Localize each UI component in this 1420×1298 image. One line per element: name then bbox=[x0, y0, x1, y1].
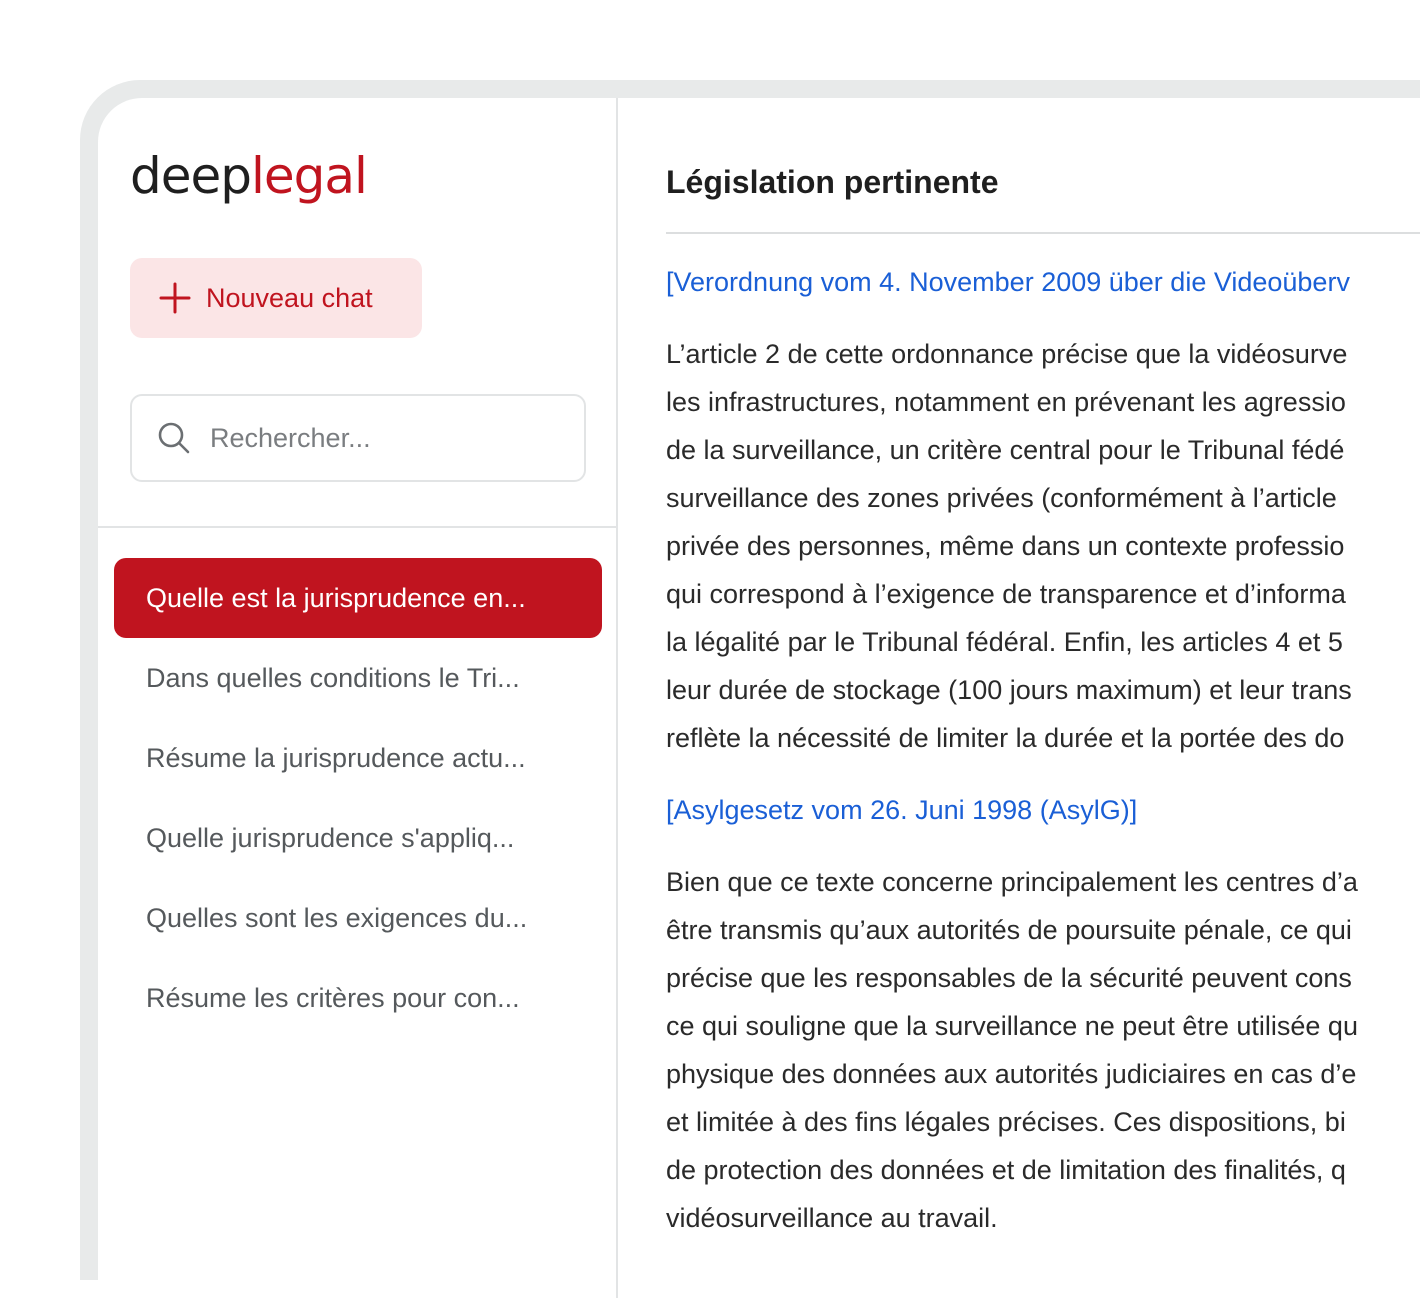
chat-item[interactable]: Dans quelles conditions le Tri... bbox=[146, 662, 520, 693]
paragraph-line: leur durée de stockage (100 jours maximum) et leur trans bbox=[666, 675, 1352, 705]
paragraph-line: précise que les responsables de la sécurité peuvent cons bbox=[666, 963, 1352, 993]
section-paragraph bbox=[666, 330, 1420, 762]
search-box[interactable] bbox=[130, 394, 586, 482]
paragraph-line: privée des personnes, même dans un contexte professio bbox=[666, 531, 1345, 561]
chat-history-list bbox=[114, 558, 602, 1038]
app-window bbox=[98, 98, 1420, 1298]
paragraph-line: qui correspond à l’exigence de transparence et d’informa bbox=[666, 579, 1346, 609]
search-icon bbox=[156, 420, 192, 456]
legislation-section bbox=[666, 786, 1420, 1242]
search-input[interactable] bbox=[208, 422, 572, 455]
chat-item[interactable]: Quelles sont les exigences du... bbox=[146, 902, 528, 933]
paragraph-line: vidéosurveillance au travail. bbox=[666, 1203, 998, 1233]
title-divider bbox=[666, 232, 1420, 234]
main-panel bbox=[618, 98, 1420, 1298]
plus-icon bbox=[158, 281, 192, 315]
logo-part-deep: deep bbox=[130, 147, 251, 205]
app-logo bbox=[130, 146, 367, 206]
sidebar bbox=[98, 98, 618, 1298]
page-title: Législation pertinente bbox=[666, 164, 999, 200]
sidebar-divider bbox=[98, 526, 618, 528]
law-link[interactable]: [Asylgesetz vom 26. Juni 1998 (AsylG)] bbox=[666, 795, 1138, 825]
chat-item-active[interactable]: Quelle est la jurisprudence en... bbox=[114, 558, 602, 638]
paragraph-line: de protection des données et de limitation des finalités, q bbox=[666, 1155, 1346, 1185]
paragraph-line: la légalité par le Tribunal fédéral. Enfin, les articles 4 et 5 bbox=[666, 627, 1343, 657]
paragraph-line: de la surveillance, un critère central pour le Tribunal fédé bbox=[666, 435, 1345, 465]
paragraph-line: les infrastructures, notamment en prévenant les agressio bbox=[666, 387, 1346, 417]
paragraph-line: L’article 2 de cette ordonnance précise que la vidéosurve bbox=[666, 339, 1348, 369]
chat-item[interactable]: Quelle jurisprudence s'appliq... bbox=[146, 822, 515, 853]
new-chat-label: Nouveau chat bbox=[206, 282, 373, 313]
legislation-content bbox=[666, 258, 1420, 1266]
paragraph-line: Bien que ce texte concerne principalement les centres d’a bbox=[666, 867, 1358, 897]
paragraph-line: être transmis qu’aux autorités de poursuite pénale, ce qui bbox=[666, 915, 1352, 945]
paragraph-line: surveillance des zones privées (conformément à l’article bbox=[666, 483, 1337, 513]
chat-item[interactable]: Résume les critères pour con... bbox=[146, 982, 520, 1013]
legislation-section bbox=[666, 258, 1420, 762]
law-link[interactable]: [Verordnung vom 4. November 2009 über die Videoüberv bbox=[666, 267, 1350, 297]
paragraph-line: reflète la nécessité de limiter la durée et la portée des do bbox=[666, 723, 1345, 753]
paragraph-line: physique des données aux autorités judiciaires en cas d’e bbox=[666, 1059, 1357, 1089]
section-paragraph bbox=[666, 858, 1420, 1242]
paragraph-line: et limitée à des fins légales précises. Ces dispositions, bi bbox=[666, 1107, 1346, 1137]
logo-part-legal: legal bbox=[251, 147, 367, 205]
paragraph-line: ce qui souligne que la surveillance ne peut être utilisée qu bbox=[666, 1011, 1358, 1041]
chat-item[interactable]: Résume la jurisprudence actu... bbox=[146, 742, 526, 773]
new-chat-button[interactable] bbox=[130, 258, 422, 338]
